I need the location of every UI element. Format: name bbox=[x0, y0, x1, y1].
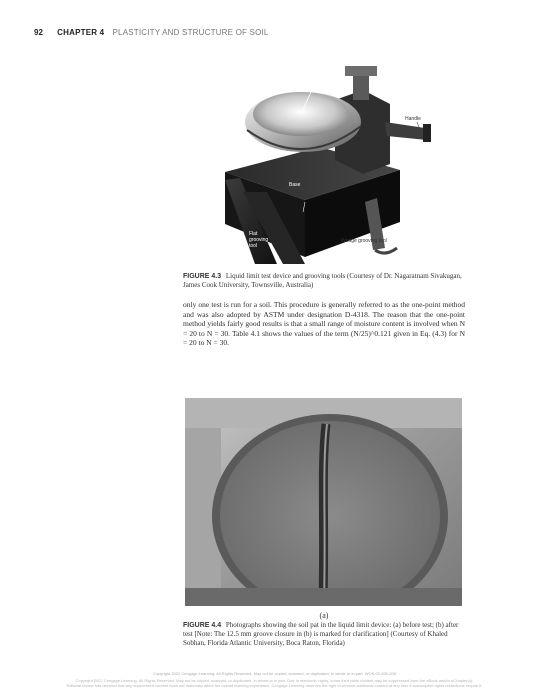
label-cup: Cup bbox=[305, 86, 315, 92]
chapter-label: CHAPTER 4 bbox=[57, 28, 105, 37]
figure-4-4-caption bbox=[183, 621, 466, 648]
label-handle: Handle bbox=[405, 116, 421, 122]
post-cap bbox=[345, 66, 377, 76]
figure-4-3-photo bbox=[185, 52, 455, 264]
body-paragraph bbox=[183, 300, 465, 348]
figure-4-3-label: FIGURE 4.3 bbox=[183, 273, 222, 280]
soil-pat-photo bbox=[185, 398, 462, 606]
figure-4-4-label: FIGURE 4.4 bbox=[183, 622, 222, 629]
figure-4-3-caption-text: Liquid limit test device and grooving tools (Courtesy of Dr. Nagaratnam Sivakugan, James Cook University, Townsville, Australia) bbox=[183, 272, 462, 289]
subfigure-label-a: (a) bbox=[319, 611, 329, 620]
copyright-footer-line2: Copyright 2022 Cengage Learning. All Rights Reserved. May not be copied, scanned, or duplicated, in whole or in part. Due to electronic rights, some third party content may be suppressed from the eBook and/or eChapter(s). bbox=[75, 678, 474, 683]
label-flat-tool-line1: Flat bbox=[249, 231, 258, 237]
figure-4-3-caption bbox=[183, 272, 466, 290]
copyright-footer-line1: Copyright 2022 Cengage Learning. All Rights Reserved. May not be copied, scanned, or duplicated, in whole or in part. WCN 02-200-208 bbox=[153, 671, 396, 676]
soil-pat bbox=[220, 421, 440, 606]
copyright-footer-line3: Editorial review has deemed that any suppressed content does not materially affect the overall learning experience. Cengage Learning reserves the right to remove additional content at any time if subsequent rights restrictions require it. bbox=[66, 683, 483, 688]
label-flat-tool-line2: grooving bbox=[249, 237, 269, 243]
paragraph-text: only one test is run for a soil. This procedure is generally referred to as the one-point method and was also adopted by ASTM under designation D-4318. The reason that the one-point method yields fairly good results is that a small range of moisture content is involved when N = 20 to N = 30. Table 4.1 shows the values of the term (N/25)^0.121 given in Eq. (4.3) for N = 20 to N = 30. bbox=[183, 300, 465, 347]
liquid-limit-device-illustration bbox=[185, 52, 455, 264]
page-number: 92 bbox=[34, 28, 43, 37]
label-wedge-tool: Wedge grooving tool bbox=[341, 238, 387, 244]
chapter-title: PLASTICITY AND STRUCTURE OF SOIL bbox=[112, 28, 269, 37]
figure-4-4-photo bbox=[185, 398, 462, 606]
running-header bbox=[34, 28, 269, 37]
figure-4-4-caption-text: Photographs showing the soil pat in the liquid limit device: (a) before test; (b) after test [Note: The 12.5 mm groove closure in (b) is marked for clarification] (Courtesy of Khaled Sobhan, Florida Atlantic University, Boca Raton, Florida) bbox=[183, 621, 459, 647]
label-base: Base bbox=[289, 182, 301, 188]
cup-interior bbox=[253, 92, 349, 136]
post bbox=[353, 74, 369, 100]
label-flat-tool-line3: tool bbox=[249, 243, 258, 249]
